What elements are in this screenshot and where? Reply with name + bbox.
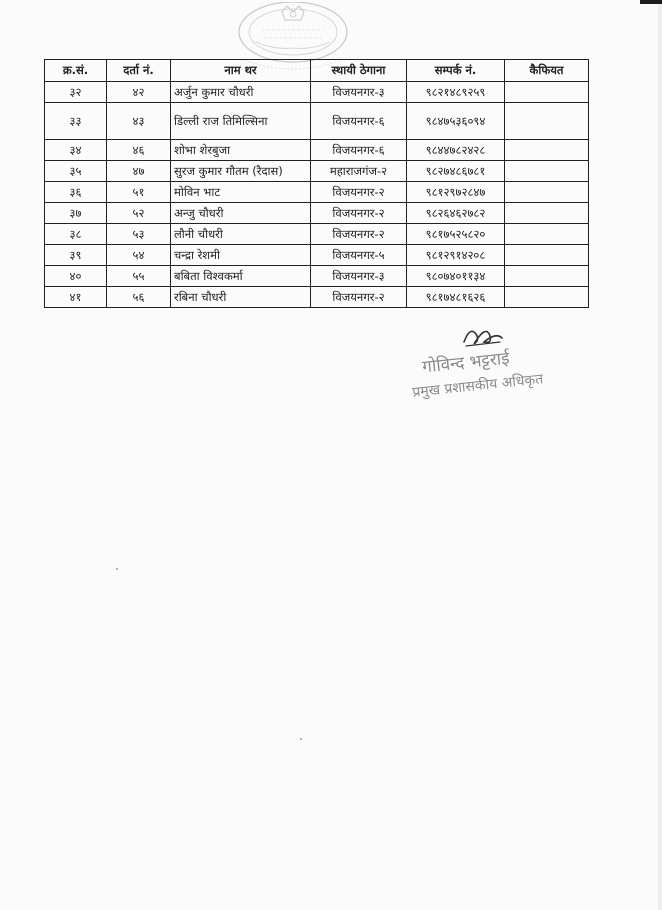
- table-row: [45, 287, 589, 308]
- cell-remarks: [505, 161, 589, 182]
- header-full-name: नाम थर: [171, 60, 311, 82]
- cell-contact-no: ९८०७४०११३४: [407, 266, 505, 287]
- cell-permanent-address: विजयनगर-२: [311, 224, 407, 245]
- cell-registration-no: ५६: [107, 287, 171, 308]
- cell-registration-no: ४३: [107, 103, 171, 140]
- cell-full-name: अर्जुन कुमार चौधरी: [171, 82, 311, 103]
- cell-contact-no: ९८२६४६२७८२: [407, 203, 505, 224]
- cell-permanent-address: विजयनगर-३: [311, 266, 407, 287]
- cell-registration-no: ५१: [107, 182, 171, 203]
- cell-permanent-address: विजयनगर-६: [311, 140, 407, 161]
- table-row: [45, 182, 589, 203]
- cell-full-name: मोविन भाट: [171, 182, 311, 203]
- header-contact-no: सम्पर्क नं.: [407, 60, 505, 82]
- signatory-name: गोविन्द भट्टराई: [421, 348, 511, 378]
- table-row: [45, 245, 589, 266]
- table-header-row: [45, 60, 589, 82]
- cell-serial-no: ४०: [45, 266, 107, 287]
- page-edge: [658, 0, 662, 910]
- header-serial-no: क्र.सं.: [45, 60, 107, 82]
- cell-contact-no: ९८२१४८९२५९: [407, 82, 505, 103]
- cell-registration-no: ४६: [107, 140, 171, 161]
- cell-remarks: [505, 103, 589, 140]
- cell-remarks: [505, 245, 589, 266]
- header-permanent-address: स्थायी ठेगाना: [311, 60, 407, 82]
- table-row: [45, 224, 589, 245]
- cell-remarks: [505, 182, 589, 203]
- cell-serial-no: ३३: [45, 103, 107, 140]
- cell-full-name: शोभा शेरबुजा: [171, 140, 311, 161]
- cell-contact-no: ९८१२९१४२०८: [407, 245, 505, 266]
- cell-remarks: [505, 266, 589, 287]
- cell-contact-no: ९८४४७८२४२८: [407, 140, 505, 161]
- cell-permanent-address: विजयनगर-२: [311, 287, 407, 308]
- cell-full-name: रबिना चौधरी: [171, 287, 311, 308]
- cell-registration-no: ४७: [107, 161, 171, 182]
- cell-permanent-address: विजयनगर-६: [311, 103, 407, 140]
- cell-serial-no: ३८: [45, 224, 107, 245]
- cell-contact-no: ९८१२९७२८४७: [407, 182, 505, 203]
- cell-contact-no: ९८४७५३६०९४: [407, 103, 505, 140]
- cell-serial-no: ४१: [45, 287, 107, 308]
- header-remarks: कैफियत: [505, 60, 589, 82]
- cell-serial-no: ३६: [45, 182, 107, 203]
- cell-remarks: [505, 203, 589, 224]
- cell-permanent-address: विजयनगर-५: [311, 245, 407, 266]
- cell-remarks: [505, 140, 589, 161]
- cell-remarks: [505, 82, 589, 103]
- cell-contact-no: ९८१७५२५८२०: [407, 224, 505, 245]
- cell-permanent-address: विजयनगर-२: [311, 182, 407, 203]
- cell-registration-no: ५२: [107, 203, 171, 224]
- cell-remarks: [505, 287, 589, 308]
- cell-full-name: सुरज कुमार गौतम (रैदास): [171, 161, 311, 182]
- table-row: [45, 161, 589, 182]
- scan-speck: [300, 738, 302, 740]
- cell-permanent-address: महाराजगंज-२: [311, 161, 407, 182]
- signatory-title: प्रमुख प्रशासकीय अधिकृत: [411, 371, 544, 401]
- cell-full-name: अन्जु चौधरी: [171, 203, 311, 224]
- cell-contact-no: ९८२७४८६७८१: [407, 161, 505, 182]
- cell-serial-no: ३५: [45, 161, 107, 182]
- cell-full-name: डिल्ली राज तिमिल्सिना: [171, 103, 311, 140]
- table-row: [45, 266, 589, 287]
- cell-serial-no: ३७: [45, 203, 107, 224]
- cell-full-name: लौनी चौधरी: [171, 224, 311, 245]
- header-registration-no: दर्ता नं.: [107, 60, 171, 82]
- cell-contact-no: ९८१७४८१६२६: [407, 287, 505, 308]
- cell-registration-no: ५४: [107, 245, 171, 266]
- scan-speck: [116, 568, 118, 570]
- cell-serial-no: ३४: [45, 140, 107, 161]
- cell-permanent-address: विजयनगर-३: [311, 82, 407, 103]
- cell-permanent-address: विजयनगर-२: [311, 203, 407, 224]
- table-row: [45, 82, 589, 103]
- table-row: [45, 140, 589, 161]
- scan-edge-mark: [640, 0, 662, 4]
- table-row: [45, 103, 589, 140]
- cell-full-name: बबिता विश्वकर्मा: [171, 266, 311, 287]
- cell-registration-no: ५३: [107, 224, 171, 245]
- cell-full-name: चन्द्रा रेशमी: [171, 245, 311, 266]
- cell-remarks: [505, 224, 589, 245]
- roster-table: [44, 59, 589, 308]
- signature-block: [400, 320, 580, 420]
- cell-serial-no: ३९: [45, 245, 107, 266]
- table-row: [45, 203, 589, 224]
- cell-serial-no: ३२: [45, 82, 107, 103]
- cell-registration-no: ५५: [107, 266, 171, 287]
- cell-registration-no: ४२: [107, 82, 171, 103]
